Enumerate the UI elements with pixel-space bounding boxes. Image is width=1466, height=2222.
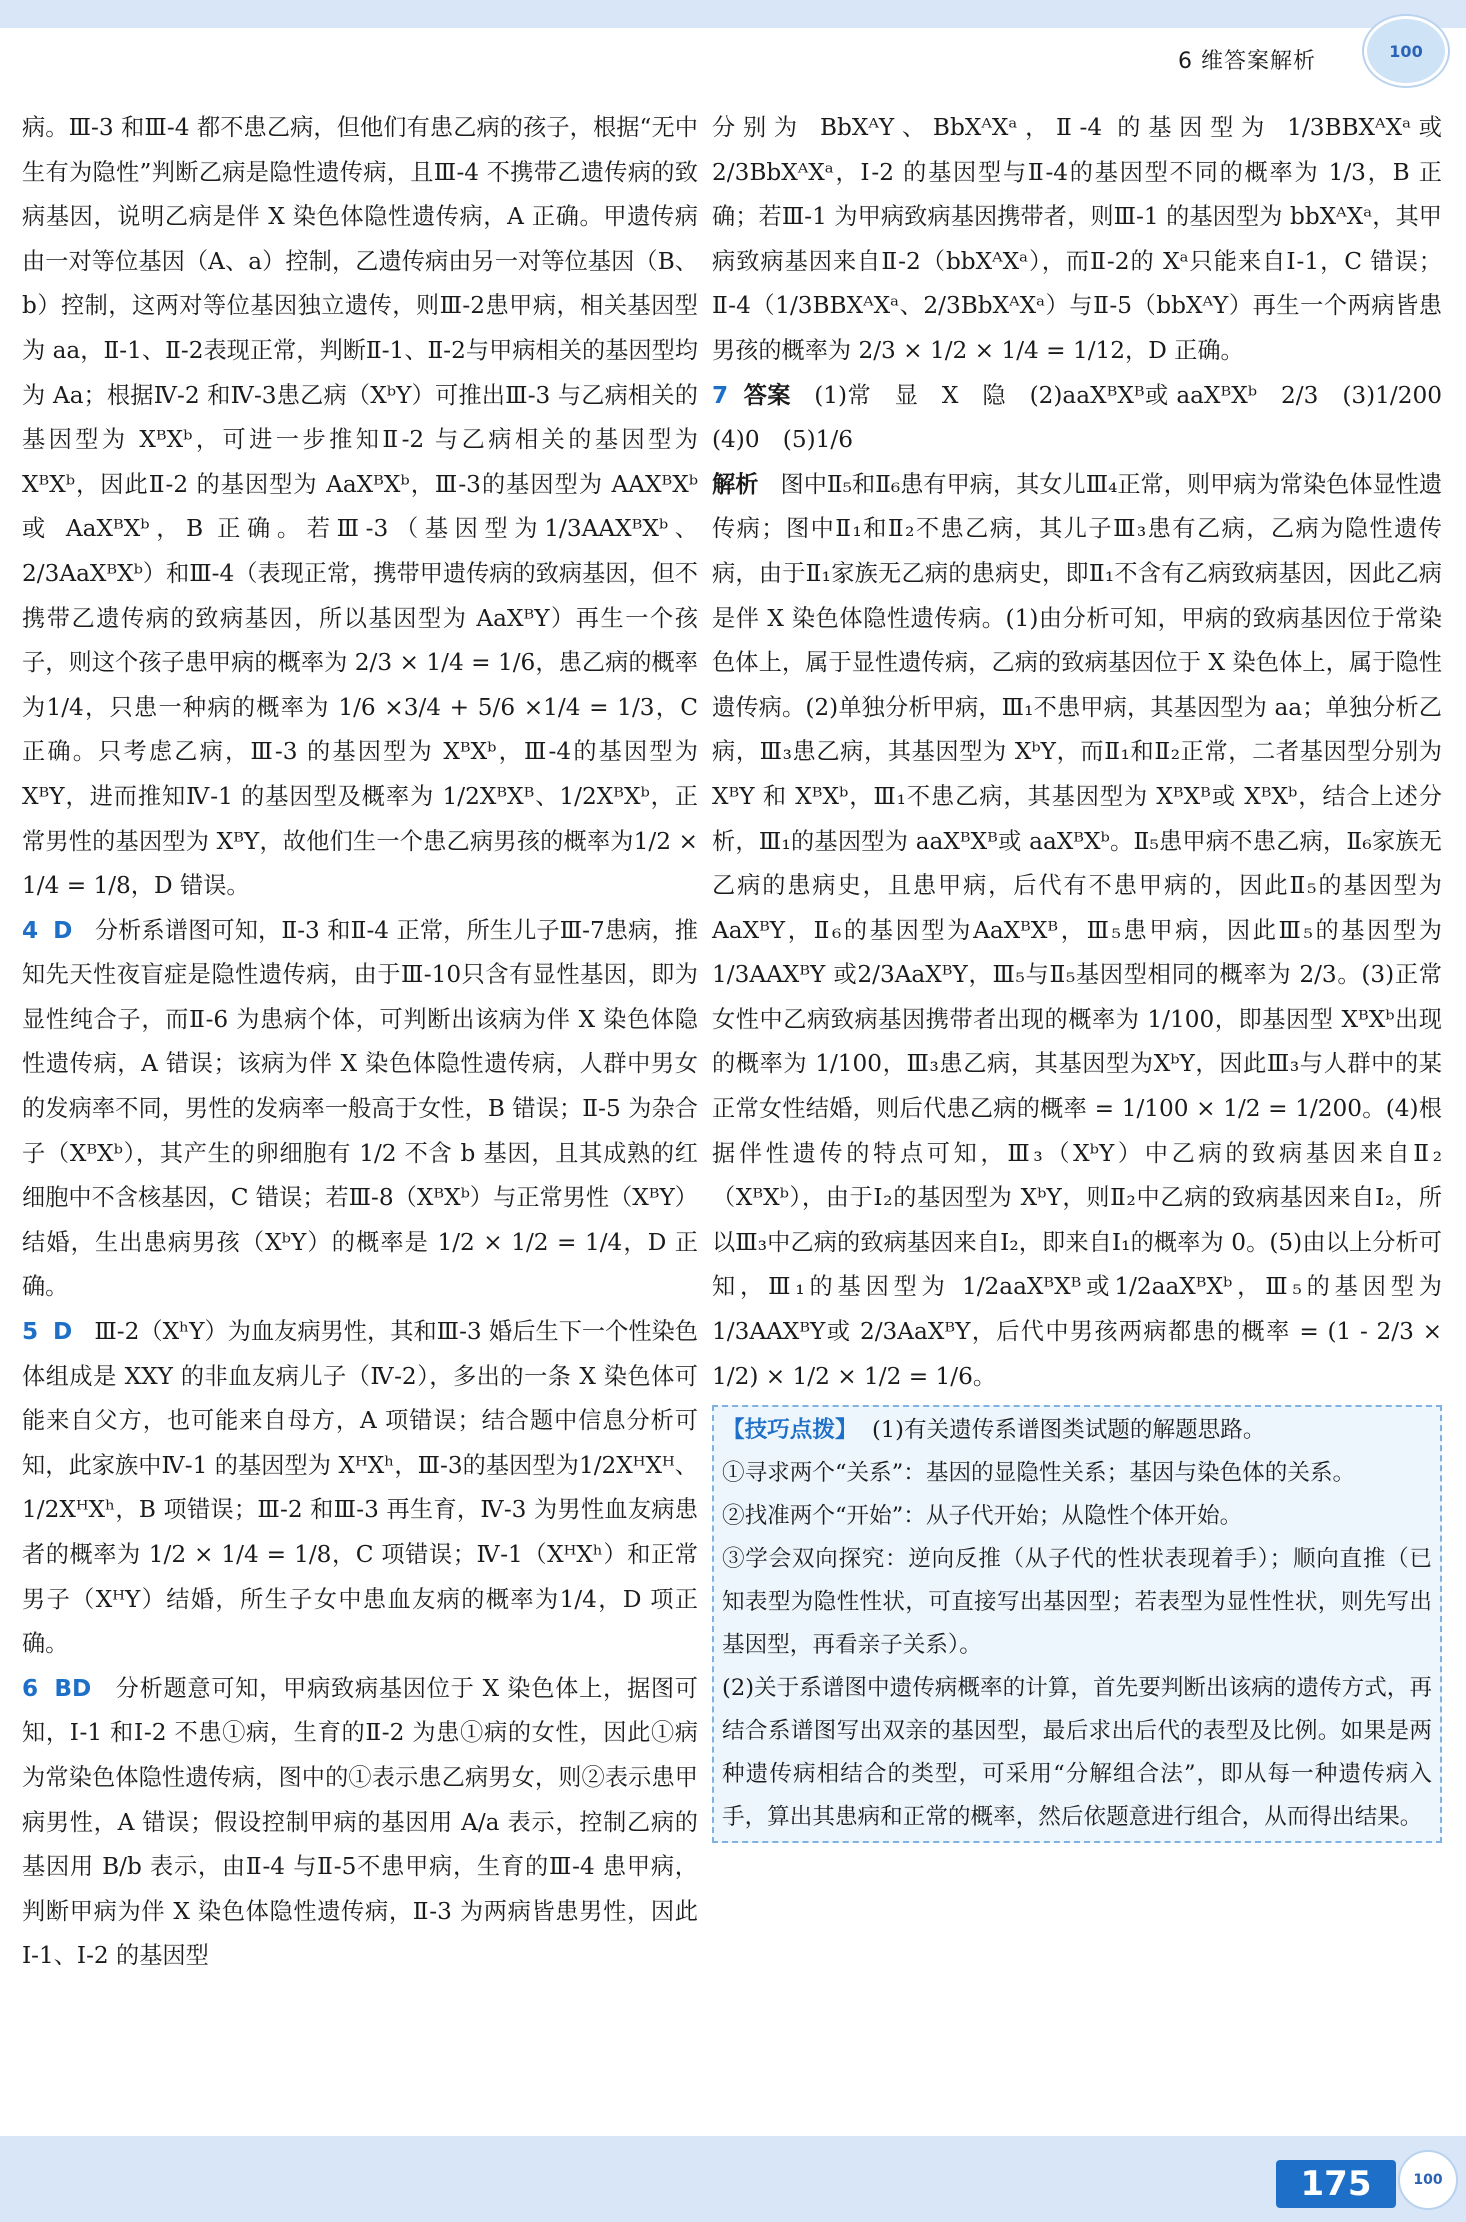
mascot-icon xyxy=(1398,2150,1458,2210)
q6-continuation: 分别为 BbXᴬY、BbXᴬXᵃ，Ⅱ-4 的基因型为 1/3BBXᴬXᵃ或2/3BbXᴬXᵃ，Ⅰ-2 的基因型与Ⅱ-4的基因型不同的概率为 1/3，B 正确；若Ⅲ-1 为甲病致病基因携带者，则Ⅲ-1 的基因型为 bbXᴬXᵃ，其甲病致病基因来自Ⅱ-2（bbXᴬXᵃ），而Ⅱ-2的 Xᵃ只能来自Ⅰ-1，C 错误；Ⅱ-4（1/3BBXᴬXᵃ、2/3BbXᴬXᵃ）与Ⅱ-5（bbXᴬY）再生一个两病皆患男孩的概率为 2/3 × 1/2 × 1/4 = 1/12，D 正确。 xyxy=(712,114,1442,364)
tip-item: (2)关于系谱图中遗传病概率的计算，首先要判断出该病的遗传方式，再结合系谱图写出双亲的基因型，最后求出后代的表型及比例。如果是两种遗传病相结合的类型，可采用“分解组合法”，即从每一种遗传病入手，算出其患病和正常的概率，然后依题意进行组合，从而得出结果。 xyxy=(722,1675,1432,1831)
analysis-label: 解析 xyxy=(712,470,759,498)
question-4 xyxy=(22,909,698,1310)
tip-item: ③学会双向探究：逆向反推（从子代的性状表现着手）；顺向直推（已知表型为隐性性状，可直接写出基因型；若表型为显性性状，则先写出基因型，再看亲子关系）。 xyxy=(722,1546,1432,1659)
question-7-answer xyxy=(712,374,1466,463)
question-6 xyxy=(22,1667,698,1979)
bottom-decoration-band xyxy=(0,2136,1466,2222)
right-column xyxy=(712,106,1466,1843)
question-explanation: 分析题意可知，甲病致病基因位于 X 染色体上，据图可知，Ⅰ-1 和Ⅰ-2 不患①病，生育的Ⅱ-2 为患①病的女性，因此①病为常染色体隐性遗传病，图中的①表示患乙病男女，则②表示患甲病男性，A 错误；假设控制甲病的基因用 A/a 表示，控制乙病的基因用 B/b 表示，由Ⅱ-4 与Ⅱ-5不患甲病，生育的Ⅲ-4 患甲病，判断甲病为伴 X 染色体隐性遗传病，Ⅱ-3 为两病皆患男性，因此Ⅰ-1、Ⅰ-2 的基因型 xyxy=(22,1674,698,1970)
tip-title: 【技巧点拨】 xyxy=(722,1417,858,1444)
tip-item: ①寻求两个“关系”：基因的显隐性关系；基因与染色体的关系。 xyxy=(722,1460,1356,1487)
q3-continuation: 病。Ⅲ-3 和Ⅲ-4 都不患乙病，但他们有患乙病的孩子，根据“无中生有为隐性”判断乙病是隐性遗传病，且Ⅲ-4 不携带乙遗传病的致病基因，说明乙病是伴 X 染色体隐性遗传病，A 正确。甲遗传病由一对等位基因（A、a）控制，乙遗传病由另一对等位基因（B、b）控制，这两对等位基因独立遗传，则Ⅲ-2患甲病，相关基因型为 aa，Ⅱ-1、Ⅱ-2表现正常，判断Ⅱ-1、Ⅱ-2与甲病相关的基因型均为 Aa；根据Ⅳ-2 和Ⅳ-3患乙病（XᵇY）可推出Ⅲ-3 与乙病相关的基因型为 XᴮXᵇ，可进一步推知Ⅱ-2 与乙病相关的基因型为 XᴮXᵇ，因此Ⅱ-2 的基因型为 AaXᴮXᵇ，Ⅲ-3的基因型为 AAXᴮXᵇ或 AaXᴮXᵇ，B 正确。若Ⅲ-3（基因型为1/3AAXᴮXᵇ、2/3AaXᴮXᵇ）和Ⅲ-4（表现正常，携带甲遗传病的致病基因，但不携带乙遗传病的致病基因，所以基因型为 AaXᴮY）再生一个孩子，则这个孩子患甲病的概率为 2/3 × 1/4 = 1/6，患乙病的概率为1/4，只患一种病的概率为 1/6 ×3/4 + 5/6 ×1/4 = 1/3，C 正确。只考虑乙病，Ⅲ-3 的基因型为 XᴮXᵇ，Ⅲ-4的基因型为 XᴮY，进而推知Ⅳ-1 的基因型及概率为 1/2XᴮXᴮ、1/2XᴮXᵇ，正常男性的基因型为 XᴮY，故他们生一个患乙病男孩的概率为1/2 × 1/4 = 1/8，D 错误。 xyxy=(22,114,698,900)
question-number: 6 xyxy=(22,1674,39,1702)
question-5 xyxy=(22,1310,698,1667)
question-explanation: 分析系谱图可知，Ⅱ-3 和Ⅱ-4 正常，所生儿子Ⅲ-7患病，推知先天性夜盲症是隐性遗传病，由于Ⅲ-10只含有显性基因，即为显性纯合子，而Ⅱ-6 为患病个体，可判断出该病为伴 X 染色体隐性遗传病，A 错误；该病为伴 X 染色体隐性遗传病，人群中男女的发病率不同，男性的发病率一般高于女性，B 错误；Ⅱ-5 为杂合子（XᴮXᵇ），其产生的卵细胞有 1/2 不含 b 基因，且其成熟的红细胞中不含核基因，C 错误；若Ⅲ-8（XᴮXᵇ）与正常男性（XᴮY）结婚，生出患病男孩（XᵇY）的概率是 1/2 × 1/2 = 1/4，D 正确。 xyxy=(22,916,698,1301)
answer-text: (1)常 显 X 隐 (2)aaXᴮXᴮ或 aaXᴮXᵇ 2/3 (3)1/200 (4)0 (5)1/6 xyxy=(712,381,1466,454)
logo-text: 100 xyxy=(1389,41,1423,61)
answer-label: 答案 xyxy=(743,381,791,409)
question-answer: D xyxy=(52,1318,73,1346)
question-explanation: Ⅲ-2（XʰY）为血友病男性，其和Ⅲ-3 婚后生下一个性染色体组成是 XXY 的非血友病儿子（Ⅳ-2），多出的一条 X 染色体可能来自父方，也可能来自母方，A 项错误；结合题中信息分析可知，此家族中Ⅳ-1 的基因型为 XᴴXʰ，Ⅲ-3的基因型为1/2XᴴXᴴ、1/2XᴴXʰ，B 项错误；Ⅲ-2 和Ⅲ-3 再生育，Ⅳ-3 为男性血友病患者的概率为 1/2 × 1/4 = 1/8，C 项错误；Ⅳ-1（XᴴXʰ）和正常男子（XᴴY）结婚，所生子女中患血友病的概率为1/4，D 项正确。 xyxy=(22,1318,698,1658)
question-number: 5 xyxy=(22,1318,39,1346)
question-number: 7 xyxy=(712,381,729,409)
top-decoration-band xyxy=(0,0,1466,28)
question-number: 4 xyxy=(22,916,39,944)
mascot-text: 100 xyxy=(1413,2172,1443,2188)
tip-lead: (1)有关遗传系谱图类试题的解题思路。 xyxy=(871,1417,1266,1444)
tip-heading xyxy=(722,1409,1432,1452)
question-answer: D xyxy=(53,916,73,944)
page-number: 175 xyxy=(1276,2160,1396,2208)
question-7-analysis xyxy=(712,463,1442,1399)
question-answer: BD xyxy=(54,1674,92,1702)
left-column xyxy=(22,106,698,1979)
logo-badge xyxy=(1364,16,1448,86)
section-title: 6 维答案解析 xyxy=(1178,49,1316,74)
tip-item: ②找准两个“开始”：从子代开始；从隐性个体开始。 xyxy=(722,1503,1243,1530)
analysis-text: 图中Ⅱ₅和Ⅱ₆患有甲病，其女儿Ⅲ₄正常，则甲病为常染色体显性遗传病；图中Ⅱ₁和Ⅱ₂不患乙病，其儿子Ⅲ₃患有乙病，乙病为隐性遗传病，由于Ⅱ₁家族无乙病的患病史，即Ⅱ₁不含有乙病致病基因，因此乙病是伴 X 染色体隐性遗传病。(1)由分析可知，甲病的致病基因位于常染色体上，属于显性遗传病，乙病的致病基因位于 X 染色体上，属于隐性遗传病。(2)单独分析甲病，Ⅲ₁不患甲病，其基因型为 aa；单独分析乙病，Ⅲ₃患乙病，其基因型为 XᵇY，而Ⅱ₁和Ⅱ₂正常，二者基因型分别为 XᴮY 和 XᴮXᵇ，Ⅲ₁不患乙病，其基因型为 XᴮXᴮ或 XᴮXᵇ，结合上述分析，Ⅲ₁的基因型为 aaXᴮXᴮ或 aaXᴮXᵇ。Ⅱ₅患甲病不患乙病，Ⅱ₆家族无乙病的患病史，且患甲病，后代有不患甲病的，因此Ⅱ₅的基因型为 AaXᴮY，Ⅱ₆的基因型为AaXᴮXᴮ，Ⅲ₅患甲病，因此Ⅲ₅的基因型为 1/3AAXᴮY 或2/3AaXᴮY，Ⅲ₅与Ⅱ₅基因型相同的概率为 2/3。(3)正常女性中乙病致病基因携带者出现的概率为 1/100，即基因型 XᴮXᵇ出现的概率为 1/100，Ⅲ₃患乙病，其基因型为XᵇY，因此Ⅲ₃与人群中的某正常女性结婚，则后代患乙病的概率 = 1/100 × 1/2 = 1/200。(4)根据伴性遗传的特点可知，Ⅲ₃（XᵇY）中乙病的致病基因来自Ⅱ₂（XᴮXᵇ），由于Ⅰ₂的基因型为 XᵇY，则Ⅱ₂中乙病的致病基因来自Ⅰ₂，所以Ⅲ₃中乙病的致病基因来自Ⅰ₂，即来自Ⅰ₁的概率为 0。(5)由以上分析可知，Ⅲ₁的基因型为 1/2aaXᴮXᴮ或1/2aaXᴮXᵇ，Ⅲ₅的基因型为1/3AAXᴮY或 2/3AaXᴮY，后代中男孩两病都患的概率 = (1 - 2/3 × 1/2) × 1/2 × 1/2 = 1/6。 xyxy=(712,470,1443,1390)
tip-box xyxy=(712,1405,1442,1843)
